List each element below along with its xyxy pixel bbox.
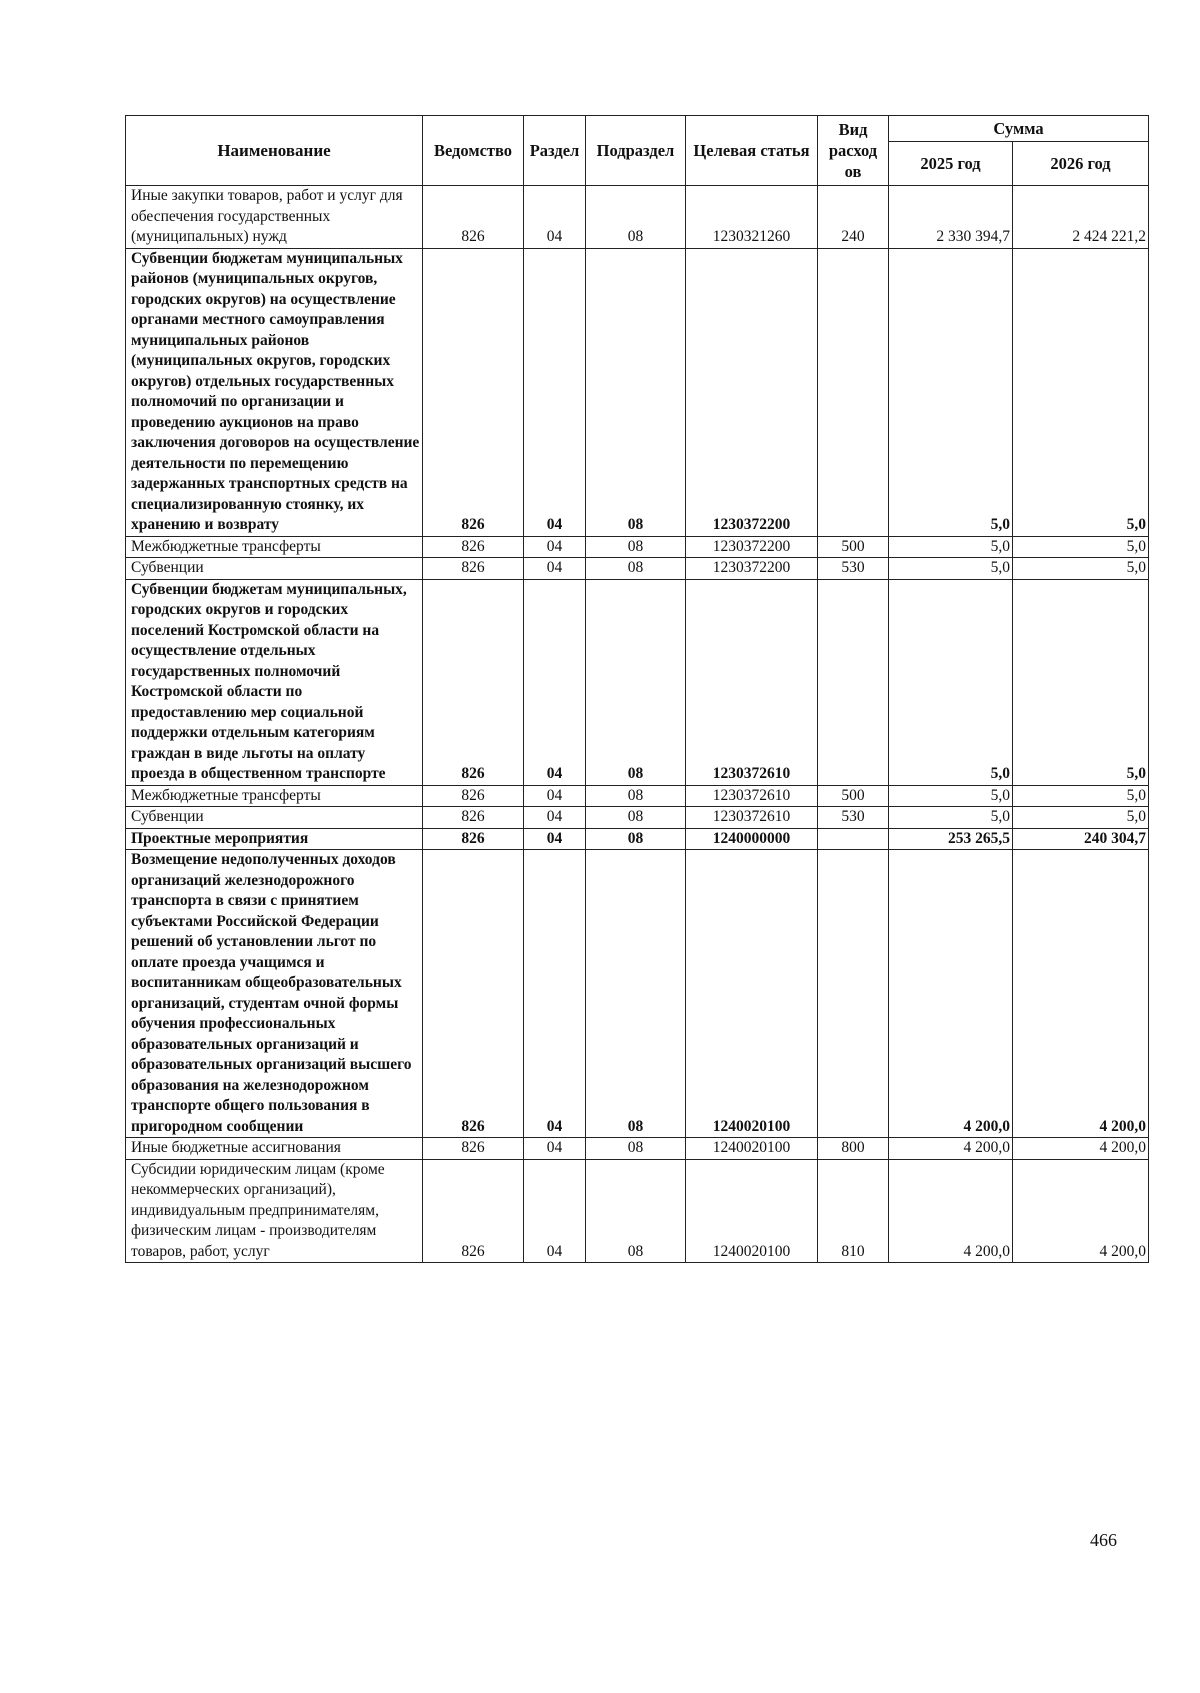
header-subsection: Подраздел xyxy=(586,116,686,186)
row-target: 1230372610 xyxy=(686,807,818,829)
header-section: Раздел xyxy=(524,116,586,186)
row-year-2026: 5,0 xyxy=(1013,807,1149,829)
row-year-2025: 5,0 xyxy=(889,579,1013,785)
row-kind: 800 xyxy=(818,1138,889,1160)
table-row xyxy=(126,850,1149,1138)
row-section: 04 xyxy=(524,186,586,249)
row-name: Субвенции бюджетам муниципальных районов (муниципальных округов, городских округов) на осуществление органами местного самоуправления муниципальных районов (муниципальных округов, городских округов) отдельных государственных полномочий по организации и проведению аукционов на право заключения договоров на осуществление деятельности по перемещению задержанных транспортных средств на специализированную стоянку, их хранению и возврату xyxy=(126,248,423,536)
row-subsection: 08 xyxy=(586,1159,686,1263)
row-year-2025: 2 330 394,7 xyxy=(889,186,1013,249)
row-name: Субвенции бюджетам муниципальных, городских округов и городских поселений Костромской области на осуществление отдельных государственных полномочий Костромской области по предоставлению мер социальной поддержки отдельным категориям граждан в виде льготы на оплату проезда в общественном транспорте xyxy=(126,579,423,785)
row-dept: 826 xyxy=(423,536,524,558)
row-subsection: 08 xyxy=(586,558,686,580)
row-name: Субвенции xyxy=(126,558,423,580)
row-year-2026: 5,0 xyxy=(1013,558,1149,580)
row-name: Возмещение недополученных доходов организаций железнодорожного транспорта в связи с принятием субъектами Российской Федерации решений об установлении льгот по оплате проезда учащимся и воспитанникам общеобразовательных организаций, студентам очной формы обучения профессиональных образовательных организаций и образовательных организаций высшего образования на железнодорожном транспорте общего пользования в пригородном сообщении xyxy=(126,850,423,1138)
table-row xyxy=(126,558,1149,580)
row-section: 04 xyxy=(524,850,586,1138)
table-row xyxy=(126,1138,1149,1160)
row-year-2025: 4 200,0 xyxy=(889,850,1013,1138)
row-section: 04 xyxy=(524,1159,586,1263)
row-name: Субсидии юридическим лицам (кроме некоммерческих организаций), индивидуальным предпринимателям, физическим лицам - производителям товаров, работ, услуг xyxy=(126,1159,423,1263)
row-name: Межбюджетные трансферты xyxy=(126,536,423,558)
row-year-2025: 5,0 xyxy=(889,807,1013,829)
row-dept: 826 xyxy=(423,785,524,807)
row-target: 1240020100 xyxy=(686,1159,818,1263)
header-kind: Вид расход ов xyxy=(818,116,889,186)
row-kind xyxy=(818,828,889,850)
row-section: 04 xyxy=(524,536,586,558)
row-kind: 240 xyxy=(818,186,889,249)
header-year-2026: 2026 год xyxy=(1013,142,1149,186)
row-section: 04 xyxy=(524,785,586,807)
row-dept: 826 xyxy=(423,1159,524,1263)
table-row xyxy=(126,248,1149,536)
row-year-2025: 253 265,5 xyxy=(889,828,1013,850)
row-target: 1230372610 xyxy=(686,785,818,807)
row-kind: 500 xyxy=(818,536,889,558)
row-name: Межбюджетные трансферты xyxy=(126,785,423,807)
row-section: 04 xyxy=(524,1138,586,1160)
table-row xyxy=(126,807,1149,829)
row-section: 04 xyxy=(524,828,586,850)
row-subsection: 08 xyxy=(586,186,686,249)
row-year-2026: 5,0 xyxy=(1013,248,1149,536)
row-target: 1240000000 xyxy=(686,828,818,850)
row-name: Иные бюджетные ассигнования xyxy=(126,1138,423,1160)
row-target: 1240020100 xyxy=(686,850,818,1138)
table-row xyxy=(126,186,1149,249)
table-row xyxy=(126,828,1149,850)
row-subsection: 08 xyxy=(586,828,686,850)
header-target: Целевая статья xyxy=(686,116,818,186)
header-dept: Ведомство xyxy=(423,116,524,186)
row-name: Субвенции xyxy=(126,807,423,829)
page-number: 466 xyxy=(1090,1530,1117,1550)
row-year-2026: 4 200,0 xyxy=(1013,850,1149,1138)
table-row xyxy=(126,579,1149,785)
row-kind xyxy=(818,248,889,536)
row-dept: 826 xyxy=(423,1138,524,1160)
row-section: 04 xyxy=(524,579,586,785)
table-row xyxy=(126,785,1149,807)
row-year-2026: 2 424 221,2 xyxy=(1013,186,1149,249)
row-dept: 826 xyxy=(423,807,524,829)
header-sum: Сумма xyxy=(889,116,1149,142)
row-section: 04 xyxy=(524,248,586,536)
row-target: 1230372200 xyxy=(686,536,818,558)
row-kind xyxy=(818,579,889,785)
row-subsection: 08 xyxy=(586,248,686,536)
row-subsection: 08 xyxy=(586,1138,686,1160)
row-target: 1230321260 xyxy=(686,186,818,249)
row-year-2026: 5,0 xyxy=(1013,579,1149,785)
budget-table xyxy=(125,115,1149,1263)
row-subsection: 08 xyxy=(586,807,686,829)
row-target: 1230372610 xyxy=(686,579,818,785)
row-target: 1240020100 xyxy=(686,1138,818,1160)
row-dept: 826 xyxy=(423,828,524,850)
row-year-2026: 4 200,0 xyxy=(1013,1159,1149,1263)
row-subsection: 08 xyxy=(586,579,686,785)
row-kind xyxy=(818,850,889,1138)
row-section: 04 xyxy=(524,558,586,580)
row-kind: 810 xyxy=(818,1159,889,1263)
header-year-2025: 2025 год xyxy=(889,142,1013,186)
row-dept: 826 xyxy=(423,186,524,249)
row-subsection: 08 xyxy=(586,785,686,807)
row-year-2026: 240 304,7 xyxy=(1013,828,1149,850)
row-kind: 530 xyxy=(818,558,889,580)
row-kind: 500 xyxy=(818,785,889,807)
row-dept: 826 xyxy=(423,579,524,785)
row-dept: 826 xyxy=(423,248,524,536)
row-subsection: 08 xyxy=(586,536,686,558)
row-target: 1230372200 xyxy=(686,248,818,536)
row-year-2026: 4 200,0 xyxy=(1013,1138,1149,1160)
row-name: Иные закупки товаров, работ и услуг для обеспечения государственных (муниципальных) нужд xyxy=(126,186,423,249)
row-year-2025: 5,0 xyxy=(889,558,1013,580)
row-subsection: 08 xyxy=(586,850,686,1138)
row-year-2025: 5,0 xyxy=(889,785,1013,807)
row-year-2025: 5,0 xyxy=(889,536,1013,558)
row-year-2025: 5,0 xyxy=(889,248,1013,536)
row-year-2025: 4 200,0 xyxy=(889,1138,1013,1160)
table-row xyxy=(126,536,1149,558)
row-year-2026: 5,0 xyxy=(1013,536,1149,558)
row-name: Проектные мероприятия xyxy=(126,828,423,850)
row-dept: 826 xyxy=(423,850,524,1138)
row-year-2025: 4 200,0 xyxy=(889,1159,1013,1263)
row-section: 04 xyxy=(524,807,586,829)
table-row xyxy=(126,1159,1149,1263)
row-target: 1230372200 xyxy=(686,558,818,580)
row-dept: 826 xyxy=(423,558,524,580)
row-kind: 530 xyxy=(818,807,889,829)
row-year-2026: 5,0 xyxy=(1013,785,1149,807)
header-name: Наименование xyxy=(126,116,423,186)
